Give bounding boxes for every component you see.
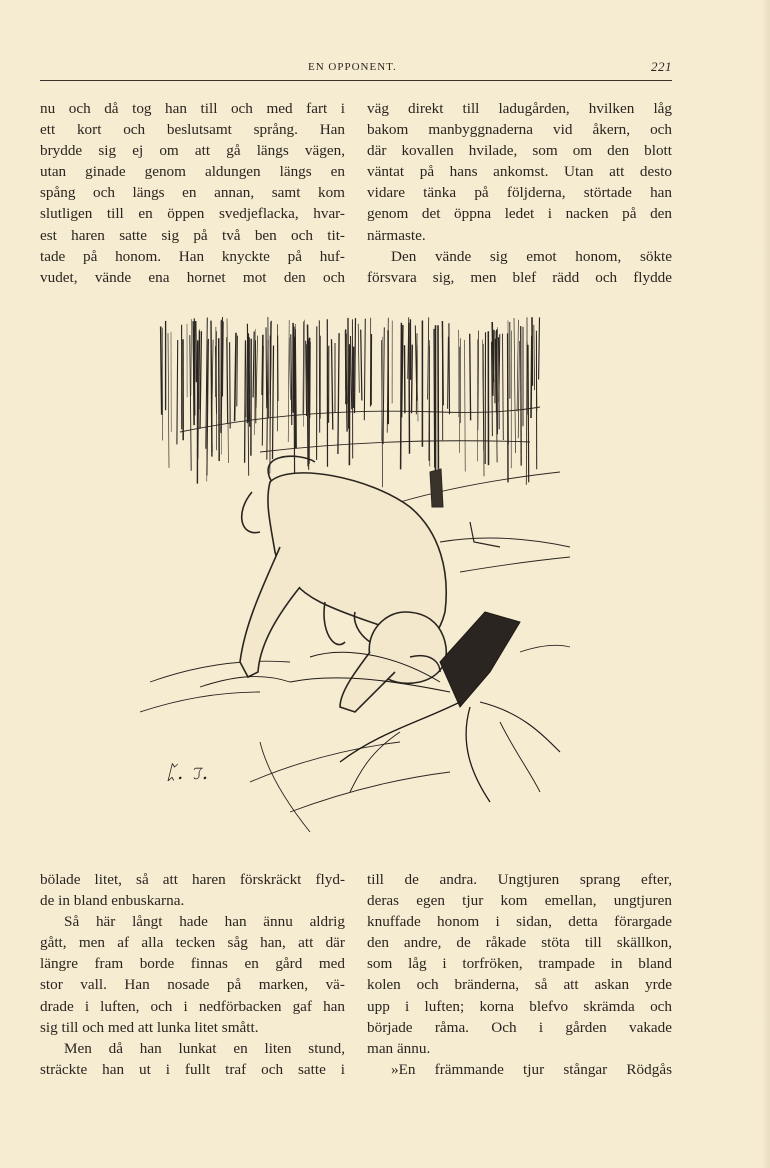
text-line: nu och då tog han till och med fart i — [40, 100, 345, 117]
tree-stroke — [273, 346, 274, 460]
tree-stroke — [177, 340, 178, 444]
running-head — [40, 59, 672, 79]
tree-stroke — [361, 330, 362, 401]
text-line: bölade litet, så att haren förskräckt flyd- — [40, 871, 345, 888]
tree-stroke — [416, 333, 417, 414]
text-line: est haren satte sig på två ben och tit- — [40, 226, 345, 244]
tree-stroke — [223, 322, 224, 397]
text-line: deras egen tjur kom emellan, ungtjuren — [367, 892, 672, 910]
tree-stroke — [310, 342, 311, 418]
artist-signature: ᛈ. ℑ. — [165, 760, 209, 784]
tree-stroke — [289, 338, 290, 400]
text-line: de in bland enbuskarna. — [40, 892, 185, 910]
tree-stroke — [503, 334, 504, 440]
text-line: Men då han lunkat en liten stund, — [64, 1039, 345, 1057]
tree-stroke — [303, 322, 304, 414]
tree-stroke — [478, 331, 479, 431]
text-line: »En främmande tjur stångar Rödgås — [391, 1060, 672, 1078]
page-number: 221 — [651, 59, 672, 74]
tree-stroke — [470, 334, 471, 421]
text-line: väg direkt till ladugården, hvilken låg — [367, 100, 672, 117]
tree-stroke — [194, 326, 195, 425]
text-line: väntat på hans ankomst. Utan att desto — [367, 163, 672, 181]
tree-stroke — [191, 319, 192, 396]
tree-stroke — [518, 341, 519, 438]
tree-stroke — [409, 323, 410, 454]
column-bottom-left — [40, 869, 345, 1080]
header-rule — [40, 80, 672, 81]
tree-stroke — [168, 333, 169, 468]
tree-stroke — [237, 336, 238, 407]
text-line: tade på honom. Han knyckte på huf- — [40, 247, 345, 265]
tree-stroke — [517, 320, 518, 412]
text-line: man ännu. — [367, 1039, 431, 1057]
text-line: sig till och med att lunka litet smått. — [40, 1018, 259, 1036]
text-line: knuffade honom i sidan, detta förargade — [367, 913, 672, 931]
tree-stroke — [219, 338, 220, 461]
text-line: bakom manbyggnaderna vid åkern, och — [367, 121, 672, 139]
tree-stroke — [417, 345, 418, 422]
column-top-right — [367, 98, 672, 288]
tree-stroke — [483, 344, 484, 477]
stump — [430, 469, 500, 547]
tree-stroke — [332, 339, 333, 429]
text-line: ett kort och beslutsamt språng. Han — [40, 121, 345, 139]
text-line: till de andra. Ungtjuren sprang efter, — [367, 871, 672, 888]
text-line: stor vall. Han nosade på marken, vä- — [40, 976, 345, 994]
text-line: kolen och bränderna, så att askan yrde — [367, 976, 672, 994]
tree-stroke — [434, 329, 435, 468]
tree-stroke — [358, 324, 359, 393]
text-line: drade i luften, och i nedförbacken gaf han — [40, 997, 345, 1015]
text-line: utan ginade genom aldungen längs en — [40, 163, 345, 181]
forest-trees — [161, 317, 540, 487]
tree-stroke — [291, 334, 292, 425]
text-line: brydde sig ej om att gå längs vägen, — [40, 142, 345, 160]
text-line: slutligen till en öppen svedjeflacka, hvar- — [40, 205, 345, 223]
tree-stroke — [211, 321, 212, 457]
tree-stroke — [256, 336, 257, 409]
tree-stroke — [200, 331, 201, 428]
text-line: genom det öppna ledet i nacken på den — [367, 205, 672, 223]
text-line: närmaste. — [367, 226, 426, 244]
text-line: Den vände sig emot honom, sökte — [391, 247, 672, 265]
text-line: sträckte han ut i fullt traf och satte i — [40, 1060, 345, 1078]
tree-stroke — [401, 323, 402, 470]
text-line: där kovallen hvilade, som om den blott — [367, 142, 672, 160]
text-line: Så här långt hade han ännu aldrig — [64, 913, 345, 931]
text-line: gått, men af alla tecken såg han, att där — [40, 934, 345, 952]
column-top-left — [40, 98, 345, 288]
text-line: spång och längs en annan, samt kom — [40, 184, 345, 202]
tree-stroke — [338, 333, 339, 454]
running-title: EN OPPONENT. — [308, 61, 397, 73]
tree-stroke — [161, 327, 162, 415]
tree-stroke — [499, 337, 500, 429]
tree-stroke — [528, 345, 529, 482]
text-line: upp i luften; korna blefvo skrämda och — [367, 997, 672, 1015]
tree-stroke — [534, 325, 535, 390]
tree-stroke — [355, 318, 356, 413]
tree-stroke — [412, 345, 413, 414]
text-line: som låg i torfröken, trampade in bland — [367, 955, 672, 973]
tree-stroke — [449, 323, 450, 414]
tree-stroke — [235, 333, 236, 421]
tree-stroke — [514, 318, 516, 453]
tree-stroke — [521, 326, 522, 466]
tree-stroke — [268, 317, 269, 418]
text-line: den andre, de råkade stöta till skällkon, — [367, 934, 672, 952]
tree-stroke — [266, 327, 267, 408]
text-line: försvara sig, men blef rädd och flydde — [367, 268, 672, 286]
tree-stroke — [539, 317, 540, 379]
tree-stroke — [351, 336, 352, 409]
page-edge — [762, 0, 770, 1168]
tree-stroke — [196, 321, 197, 382]
tree-stroke — [230, 342, 231, 428]
tree-stroke — [465, 340, 466, 472]
text-line: vidare tänka på följderna, störtade han — [367, 184, 672, 202]
text-line: vudet, vände ena hornet mot den och — [40, 268, 345, 286]
tree-stroke — [346, 329, 347, 431]
bull-figure — [240, 456, 446, 712]
tree-stroke — [383, 327, 384, 444]
tree-stroke — [448, 337, 449, 409]
text-line: började råma. Och i gården vakade — [367, 1018, 672, 1036]
tree-stroke — [245, 340, 246, 462]
tree-stroke — [428, 317, 429, 399]
tree-stroke — [364, 319, 365, 421]
text-line: längre fram borde finnas en gård med — [40, 955, 345, 973]
tree-stroke — [253, 332, 254, 398]
column-bottom-right — [367, 869, 672, 1080]
